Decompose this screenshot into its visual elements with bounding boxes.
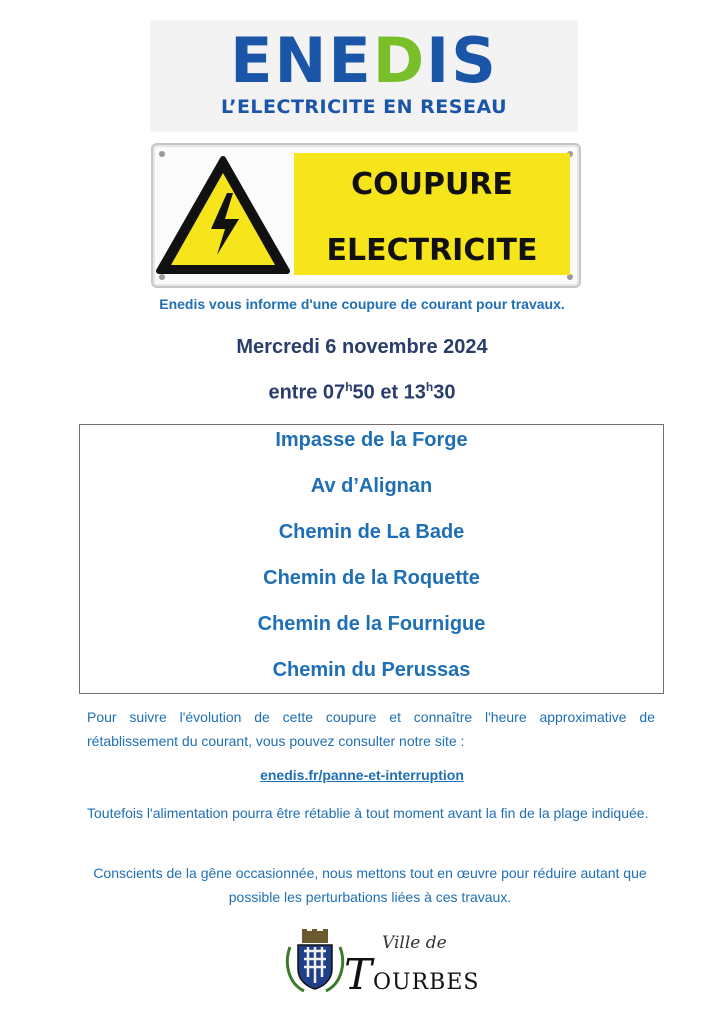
warning-sign	[151, 143, 581, 288]
street-item: Chemin de La Bade	[278, 521, 465, 543]
high-voltage-warning-icon	[155, 153, 291, 277]
info-paragraph: Pour suivre l'évolution de cette coupure et connaître l'heure approximative de rétablissement du courant, vous pouvez consulter notre site :	[87, 709, 655, 749]
sign-line-2: ELECTRICITE	[326, 233, 538, 268]
town-name: TOURBES	[344, 950, 480, 999]
town-ville-de: Ville de	[382, 933, 447, 953]
street-item: Av d’Alignan	[310, 475, 433, 497]
enedis-tagline: L’ELECTRICITE EN RESEAU	[220, 96, 507, 118]
street-item: Chemin du Perussas	[272, 659, 471, 681]
intro-text: Enedis vous informe d'une coupure de courant pour travaux.	[159, 296, 565, 312]
streets-box	[79, 424, 664, 694]
town-crest-icon	[284, 927, 346, 995]
restore-paragraph: Toutefois l'alimentation pourra être rétablie à tout moment avant la fin de la plage indiquée.	[87, 805, 649, 821]
sign-text-panel	[294, 153, 570, 275]
enedis-wordmark: ENEDIS	[230, 24, 498, 97]
street-item: Chemin de la Roquette	[263, 567, 480, 589]
enedis-outage-link[interactable]: enedis.fr/panne-et-interruption	[260, 767, 464, 783]
closing-paragraph: Conscients de la gêne occasionnée, nous mettons tout en œuvre pour réduire autant que possible les perturbations liées à ces travaux.	[93, 865, 647, 905]
outage-time: entre 07$^h$50 et 13$^h$30	[268, 380, 456, 404]
sign-line-1: COUPURE	[351, 167, 513, 202]
enedis-logo	[150, 20, 578, 132]
street-item: Chemin de la Fournigue	[257, 613, 486, 635]
street-item: Impasse de la Forge	[275, 429, 468, 451]
outage-date: Mercredi 6 novembre 2024	[236, 336, 488, 358]
